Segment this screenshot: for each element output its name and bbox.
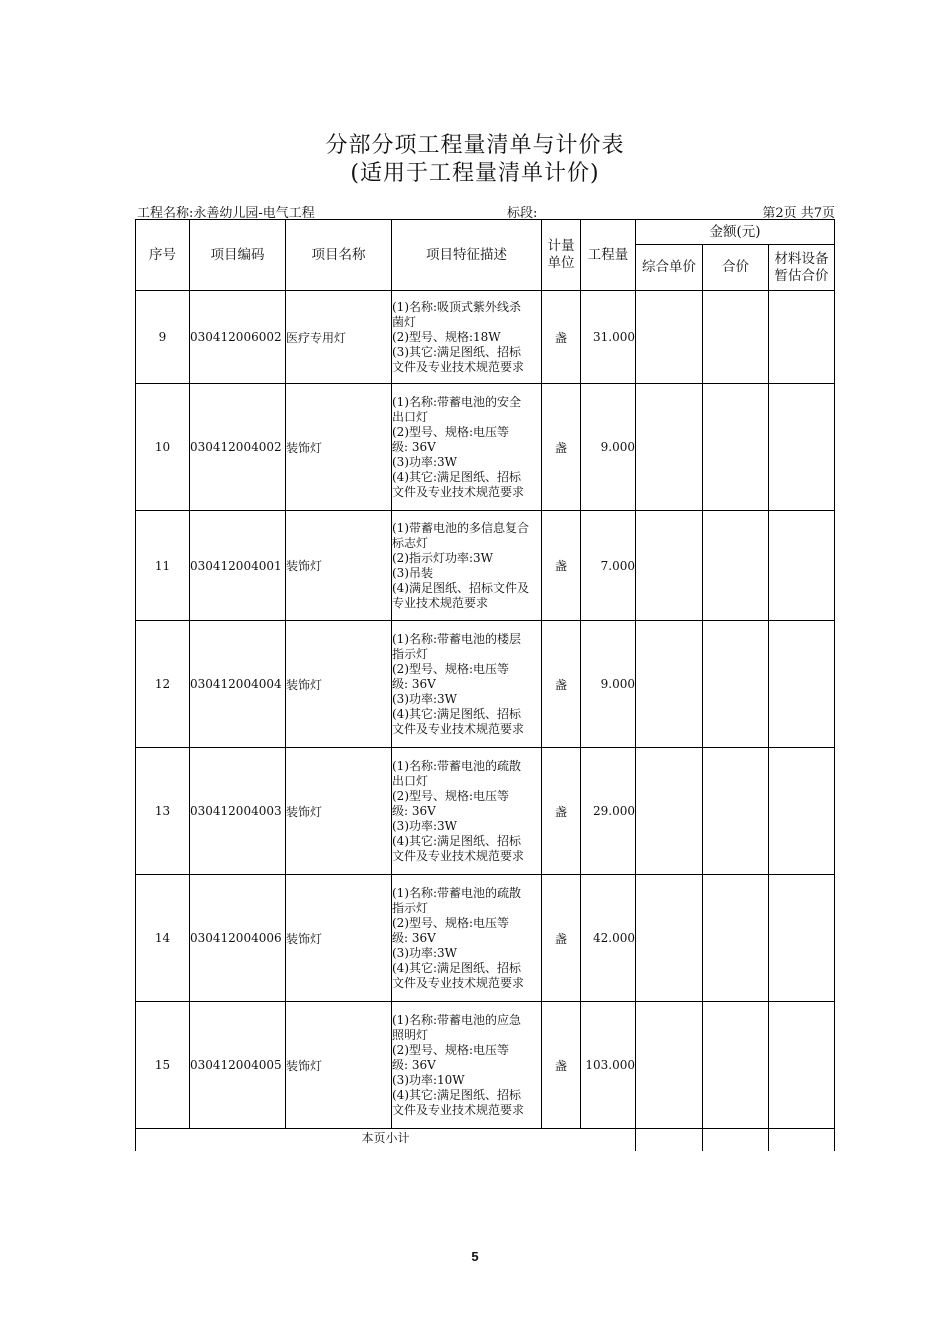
row-qty: 103.000 <box>581 1002 636 1129</box>
header-desc: 项目特征描述 <box>392 220 542 291</box>
row-material-price <box>769 384 835 511</box>
row-desc-line: (2)型号、规格:电压等 <box>392 424 510 439</box>
row-desc-line: (2)型号、规格:电压等 <box>392 1042 510 1057</box>
row-seq: 9 <box>136 291 190 384</box>
row-desc-line: (4)其它:满足图纸、招标 <box>392 1087 522 1102</box>
row-unit-price <box>636 384 703 511</box>
row-desc-line: 专业技术规范要求 <box>392 595 489 610</box>
row-desc-line: 级: 36V <box>392 803 436 818</box>
row-desc <box>392 1002 542 1129</box>
row-desc-line: (3)功率:3W <box>392 691 458 706</box>
row-desc <box>392 621 542 748</box>
info-row <box>137 202 835 220</box>
row-desc-line: (4)其它:满足图纸、招标 <box>392 706 522 721</box>
table-row <box>136 291 835 384</box>
header-code: 项目编码 <box>190 220 286 291</box>
subtotal-material <box>769 1129 835 1151</box>
bill-body <box>136 291 835 1129</box>
row-desc-line: (3)吊装 <box>392 565 433 580</box>
row-unit: 盏 <box>542 291 581 384</box>
table-row <box>136 621 835 748</box>
header-unit-price: 综合单价 <box>636 245 703 291</box>
section-label: 标段: <box>507 206 538 221</box>
row-qty: 31.000 <box>581 291 636 384</box>
row-unit: 盏 <box>542 748 581 875</box>
row-name: 装饰灯 <box>286 384 392 511</box>
row-total-price <box>703 1002 769 1129</box>
row-desc <box>392 291 542 384</box>
row-desc-line: 指示灯 <box>392 646 429 661</box>
row-desc-line: (3)功率:3W <box>392 818 458 833</box>
subtotal-total <box>703 1129 769 1151</box>
row-desc-line: 文件及专业技术规范要求 <box>392 975 525 990</box>
row-total-price <box>703 384 769 511</box>
row-desc-line: (4)其它:满足图纸、招标 <box>392 833 522 848</box>
table-row <box>136 748 835 875</box>
row-qty: 42.000 <box>581 875 636 1002</box>
row-unit-price <box>636 511 703 621</box>
row-desc-line: 出口灯 <box>392 773 429 788</box>
page-title: 分部分项工程量清单与计价表 <box>325 133 625 158</box>
header-name: 项目名称 <box>286 220 392 291</box>
row-desc <box>392 384 542 511</box>
row-code: 030412006002 <box>190 291 286 384</box>
row-desc-line: (2)型号、规格:电压等 <box>392 788 510 803</box>
row-desc-line: (3)其它:满足图纸、招标 <box>392 344 522 359</box>
row-qty: 29.000 <box>581 748 636 875</box>
row-desc-line: (2)型号、规格:18W <box>392 329 501 344</box>
row-desc-line: (1)名称:吸顶式紫外线杀 <box>392 299 522 314</box>
row-name: 装饰灯 <box>286 1002 392 1129</box>
row-unit-price <box>636 748 703 875</box>
row-seq: 14 <box>136 875 190 1002</box>
row-unit-price <box>636 875 703 1002</box>
row-material-price <box>769 875 835 1002</box>
row-desc-line: (4)满足图纸、招标文件及 <box>392 580 529 595</box>
row-desc-line: (2)型号、规格:电压等 <box>392 661 510 676</box>
row-desc-line: 照明灯 <box>392 1027 429 1042</box>
header-unit: 计量单位 <box>542 220 581 291</box>
subtotal-row <box>136 1129 835 1151</box>
table-row <box>136 875 835 1002</box>
row-desc-line: (1)名称:带蓄电池的应急 <box>392 1012 522 1027</box>
bill-table <box>135 219 835 1151</box>
row-desc-line: 级: 36V <box>392 1057 436 1072</box>
row-desc-line: 级: 36V <box>392 439 436 454</box>
row-unit-price <box>636 1002 703 1129</box>
row-desc <box>392 875 542 1002</box>
row-desc-line: (3)功率:3W <box>392 945 458 960</box>
row-desc-line: 指示灯 <box>392 900 429 915</box>
subtotal-unit-price <box>636 1129 703 1151</box>
row-desc <box>392 511 542 621</box>
row-unit-price <box>636 621 703 748</box>
table-row <box>136 1002 835 1129</box>
row-code: 030412004004 <box>190 621 286 748</box>
row-name: 医疗专用灯 <box>286 291 392 384</box>
row-material-price <box>769 1002 835 1129</box>
row-desc <box>392 748 542 875</box>
row-desc-line: (1)名称:带蓄电池的安全 <box>392 394 522 409</box>
row-name: 装饰灯 <box>286 875 392 1002</box>
row-desc-line: 文件及专业技术规范要求 <box>392 359 525 374</box>
row-unit: 盏 <box>542 621 581 748</box>
header-total-price: 合价 <box>703 245 769 291</box>
row-desc-line: (1)名称:带蓄电池的疏散 <box>392 758 522 773</box>
row-qty: 9.000 <box>581 384 636 511</box>
row-total-price <box>703 875 769 1002</box>
row-name: 装饰灯 <box>286 511 392 621</box>
row-material-price <box>769 291 835 384</box>
row-seq: 10 <box>136 384 190 511</box>
row-unit-price <box>636 291 703 384</box>
header-material-line1: 材料设备 <box>774 250 829 267</box>
row-total-price <box>703 621 769 748</box>
row-code: 030412004001 <box>190 511 286 621</box>
row-desc-line: (4)其它:满足图纸、招标 <box>392 960 522 975</box>
row-total-price <box>703 511 769 621</box>
row-material-price <box>769 621 835 748</box>
row-unit: 盏 <box>542 1002 581 1129</box>
row-desc-line: 文件及专业技术规范要求 <box>392 721 525 736</box>
row-name: 装饰灯 <box>286 748 392 875</box>
row-name: 装饰灯 <box>286 621 392 748</box>
row-desc-line: 出口灯 <box>392 409 429 424</box>
row-seq: 11 <box>136 511 190 621</box>
header-material <box>769 245 835 291</box>
table-row <box>136 511 835 621</box>
row-seq: 13 <box>136 748 190 875</box>
row-desc-line: 标志灯 <box>392 535 429 550</box>
row-code: 030412004006 <box>190 875 286 1002</box>
row-code: 030412004005 <box>190 1002 286 1129</box>
row-desc-line: 菌灯 <box>392 314 417 329</box>
row-qty: 7.000 <box>581 511 636 621</box>
row-unit: 盏 <box>542 875 581 1002</box>
row-desc-line: (2)指示灯功率:3W <box>392 550 494 565</box>
row-desc-line: 文件及专业技术规范要求 <box>392 848 525 863</box>
row-unit: 盏 <box>542 384 581 511</box>
header-qty: 工程量 <box>581 220 636 291</box>
row-desc-line: (3)功率:10W <box>392 1072 465 1087</box>
row-code: 030412004002 <box>190 384 286 511</box>
row-total-price <box>703 748 769 875</box>
row-unit: 盏 <box>542 511 581 621</box>
row-code: 030412004003 <box>190 748 286 875</box>
row-desc-line: (4)其它:满足图纸、招标 <box>392 469 522 484</box>
row-total-price <box>703 291 769 384</box>
header-seq: 序号 <box>136 220 190 291</box>
row-seq: 15 <box>136 1002 190 1129</box>
row-desc-line: 文件及专业技术规范要求 <box>392 484 525 499</box>
row-desc-line: 文件及专业技术规范要求 <box>392 1102 525 1117</box>
subtotal-label: 本页小计 <box>136 1129 636 1151</box>
header-amount-group: 金额(元) <box>636 220 835 245</box>
row-material-price <box>769 748 835 875</box>
row-qty: 9.000 <box>581 621 636 748</box>
row-desc-line: (3)功率:3W <box>392 454 458 469</box>
page-info: 第2页 共7页 <box>762 206 835 221</box>
row-seq: 12 <box>136 621 190 748</box>
table-row <box>136 384 835 511</box>
row-material-price <box>769 511 835 621</box>
row-desc-line: 级: 36V <box>392 676 436 691</box>
row-desc-line: (1)名称:带蓄电池的楼层 <box>392 631 522 646</box>
row-desc-line: 级: 36V <box>392 930 436 945</box>
row-desc-line: (1)带蓄电池的多信息复合 <box>392 520 529 535</box>
project-name: 工程名称:永善幼儿园-电气工程 <box>137 206 315 221</box>
header-material-line2: 暂估合价 <box>774 267 829 284</box>
row-desc-line: (1)名称:带蓄电池的疏散 <box>392 885 522 900</box>
page-subtitle: (适用于工程量清单计价) <box>350 161 600 186</box>
page-number: 5 <box>471 1249 479 1264</box>
row-desc-line: (2)型号、规格:电压等 <box>392 915 510 930</box>
